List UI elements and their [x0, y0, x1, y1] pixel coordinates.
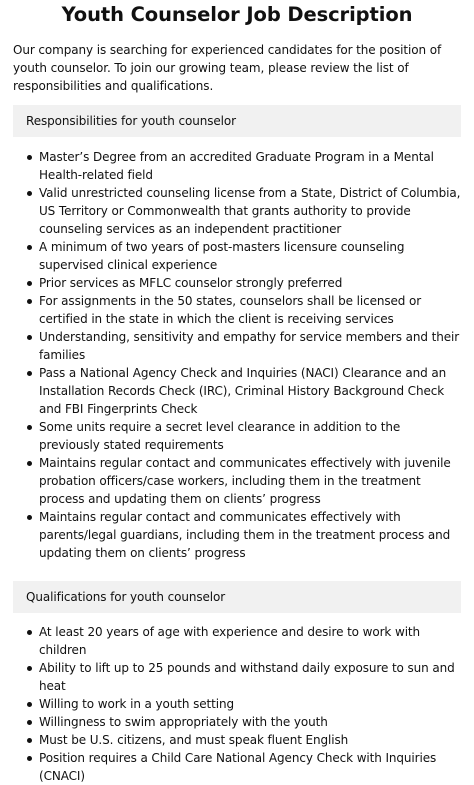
page-title: Youth Counselor Job Description	[61, 3, 413, 26]
list-item: Must be U.S. citizens, and must speak fluent English	[13, 731, 461, 749]
list-item: Willing to work in a youth setting	[13, 695, 461, 713]
list-item: Some units require a secret level clearance in addition to the previously stated requirements	[13, 418, 461, 454]
intro-paragraph: Our company is searching for experienced candidates for the position of youth counselor. To join our growing team, please review the list of responsibilities and qualifications.	[13, 43, 442, 93]
qualifications-list	[13, 623, 461, 785]
list-item: For assignments in the 50 states, counselors shall be licensed or certified in the state in which the client is receiving services	[13, 292, 461, 328]
list-item: Valid unrestricted counseling license from a State, District of Columbia, US Territory or Commonwealth that grants authority to provide counseling services as an independent practitioner	[13, 184, 461, 238]
responsibilities-list	[13, 148, 461, 562]
list-item: At least 20 years of age with experience and desire to work with children	[13, 623, 461, 659]
list-item: Master’s Degree from an accredited Graduate Program in a Mental Health-related field	[13, 148, 461, 184]
list-item: Prior services as MFLC counselor strongly preferred	[13, 274, 461, 292]
list-item: Maintains regular contact and communicates effectively with juvenile probation officers/case workers, including them in the treatment process and updating them on clients’ progress	[13, 454, 461, 508]
list-item: Understanding, sensitivity and empathy for service members and their families	[13, 328, 461, 364]
list-item: Pass a National Agency Check and Inquiries (NACI) Clearance and an Installation Records Check (IRC), Criminal History Background Check and FBI Fingerprints Check	[13, 364, 461, 418]
list-item: A minimum of two years of post-masters licensure counseling supervised clinical experience	[13, 238, 461, 274]
list-item: Willingness to swim appropriately with the youth	[13, 713, 461, 731]
list-item: Maintains regular contact and communicates effectively with parents/legal guardians, including them in the treatment process and updating them on clients’ progress	[13, 508, 461, 562]
qualifications-heading: Qualifications for youth counselor	[13, 581, 461, 613]
list-item: Ability to lift up to 25 pounds and withstand daily exposure to sun and heat	[13, 659, 461, 695]
list-item: Position requires a Child Care National Agency Check with Inquiries (CNACI)	[13, 749, 461, 785]
responsibilities-heading: Responsibilities for youth counselor	[13, 105, 461, 137]
